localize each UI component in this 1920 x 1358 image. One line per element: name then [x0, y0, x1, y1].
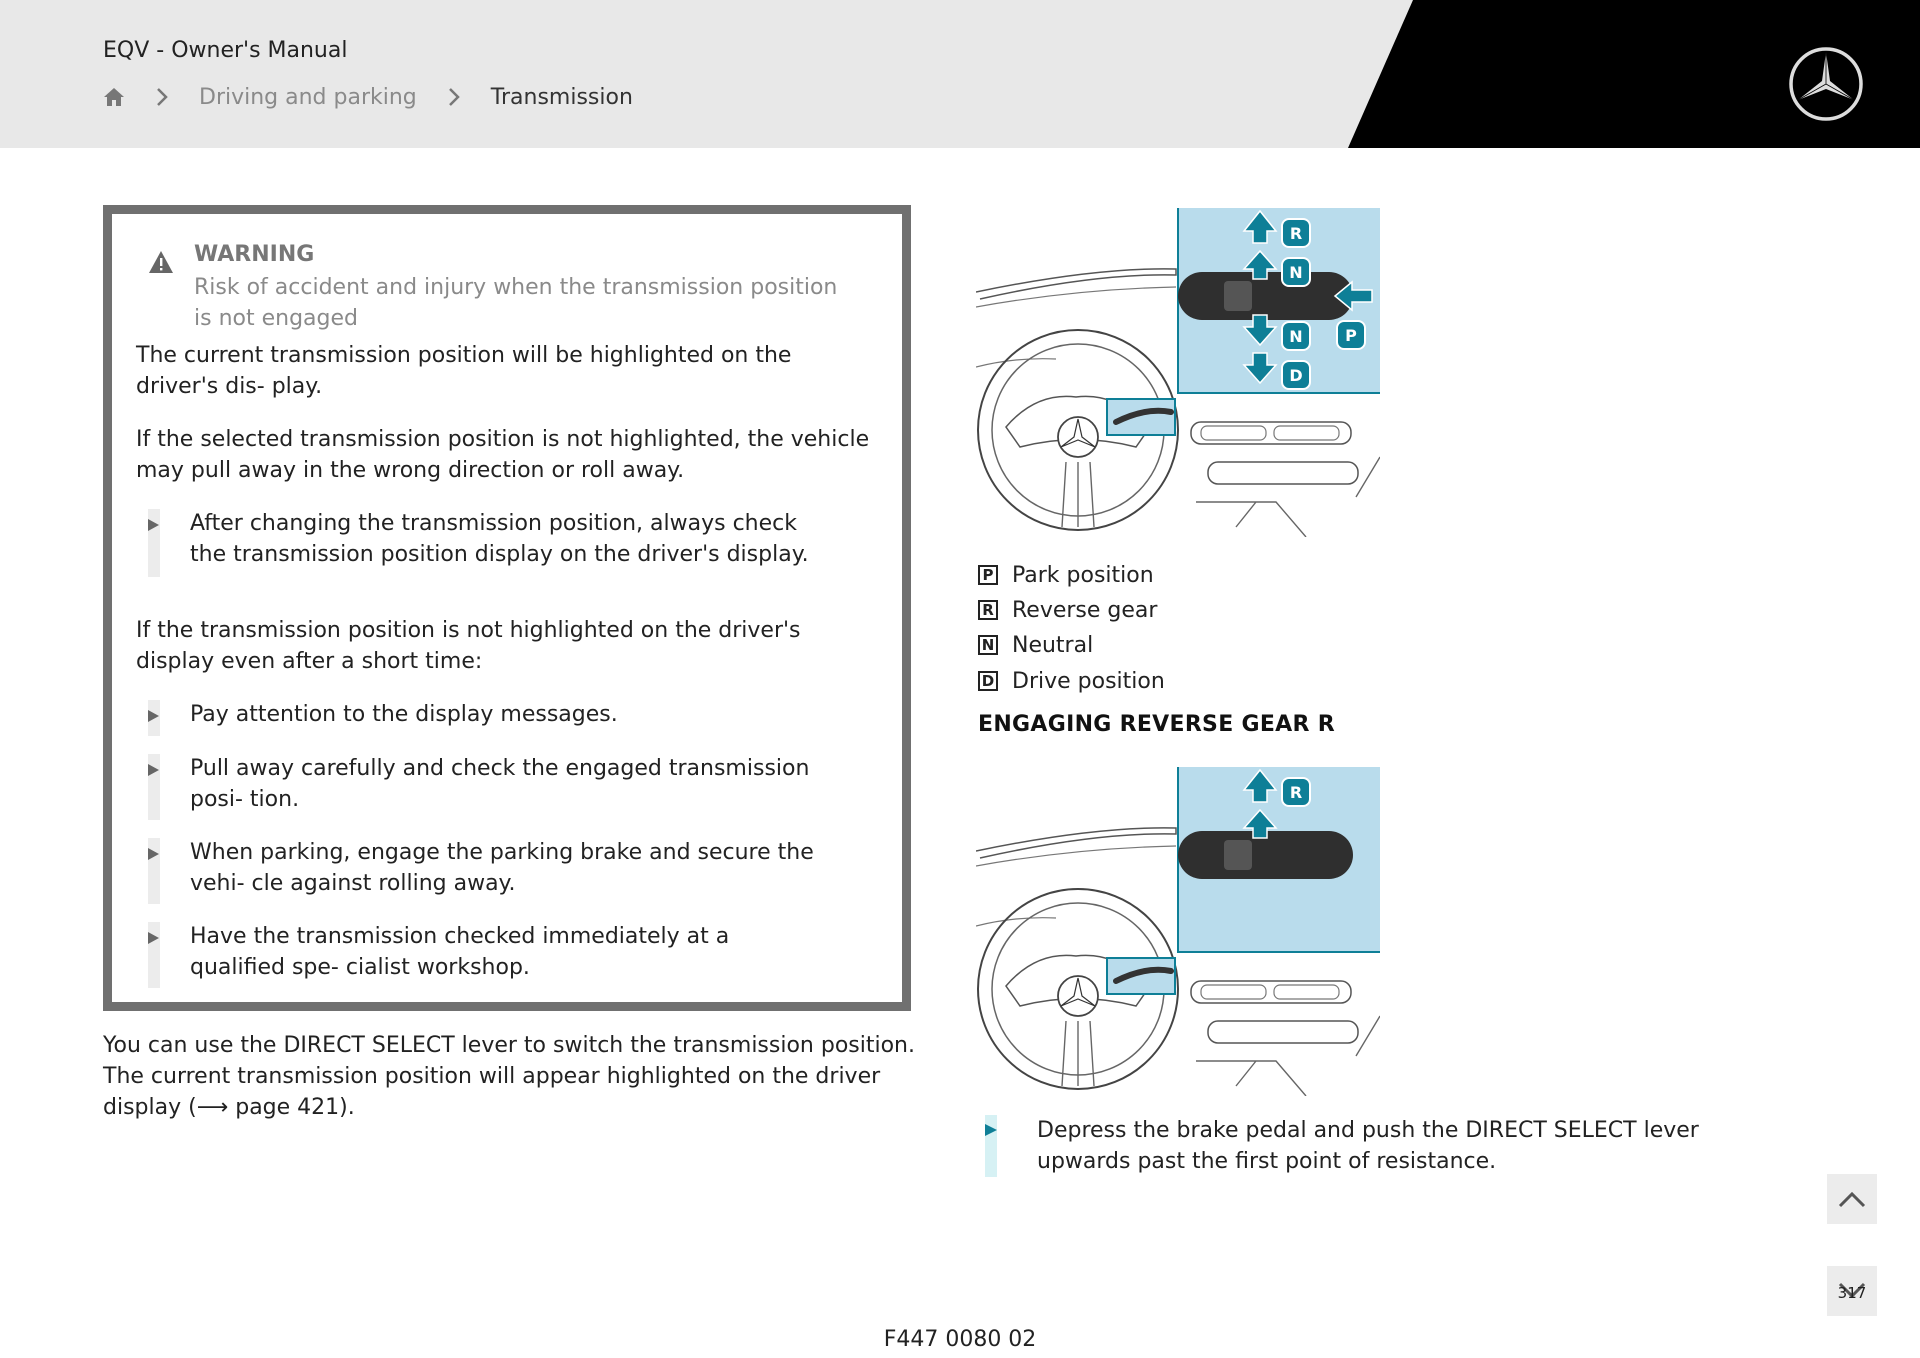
figure-label: R [1289, 783, 1303, 802]
breadcrumb-driving-and-parking[interactable]: Driving and parking [199, 84, 417, 110]
legend-item [978, 595, 1157, 625]
warning-paragraph: The current transmission position will be highlighted on the driver's dis- play. [136, 343, 792, 399]
bullet-arrow-icon [148, 764, 159, 776]
breadcrumb-transmission: Transmission [490, 84, 633, 110]
legend-label: Park position [1012, 562, 1154, 588]
manual-title: EQV - Owner's Manual [103, 38, 348, 63]
chevron-right-icon [447, 86, 461, 108]
page-number: 317 [1837, 1284, 1867, 1302]
list-item: Pay attention to the display messages. [190, 702, 618, 727]
legend-label: Drive position [1012, 668, 1165, 694]
direct-select-lever-illustration [976, 207, 1380, 537]
legend-label: Reverse gear [1012, 597, 1158, 623]
warning-triangle-icon [148, 250, 174, 274]
list-item: Pull away carefully and check the engaged transmission posi- tion. [190, 756, 810, 812]
intro-paragraph: You can use the DIRECT SELECT lever to switch the transmission position. The current transmission position will appear highlighted on the driver display (⟶ page 421). [103, 1033, 915, 1120]
section-heading: ENGAGING REVERSE GEAR R [978, 712, 1335, 737]
chevron-right-icon [155, 86, 169, 108]
legend-item [978, 560, 1154, 590]
warning-paragraph: If the selected transmission position is not highlighted, the vehicle may pull away in the wrong direction or roll away. [136, 427, 870, 483]
chevron-up-icon [1837, 1189, 1867, 1209]
step-instruction: Depress the brake pedal and push the DIRECT SELECT lever upwards past the first point of resistance. [1037, 1118, 1699, 1174]
breadcrumb [103, 82, 633, 112]
bullet-arrow-icon [148, 932, 159, 944]
list-item: Have the transmission checked immediately at a qualified spe- cialist workshop. [190, 924, 730, 980]
legend-key: P [978, 565, 998, 585]
figure-label: N [1289, 327, 1303, 346]
figure-code: F447 0080 02 [883, 1327, 1037, 1352]
home-icon[interactable] [103, 86, 125, 108]
scroll-up-button[interactable] [1827, 1174, 1877, 1224]
figure-label: R [1289, 224, 1303, 243]
bullet-arrow-icon [148, 710, 159, 722]
warning-box [103, 205, 911, 1011]
step-arrow-icon [985, 1124, 997, 1136]
warning-subtitle: Risk of accident and injury when the transmission position is not engaged [194, 275, 838, 331]
warning-title: WARNING [194, 242, 315, 267]
list-item: When parking, engage the parking brake and secure the vehi- cle against rolling away. [190, 840, 814, 896]
figure-label: P [1345, 326, 1357, 345]
list-item: After changing the transmission position, always check the transmission position display on the driver's display. [190, 511, 809, 567]
warning-paragraph: If the transmission position is not highlighted on the driver's display even after a short time: [136, 618, 801, 674]
reverse-gear-illustration [976, 766, 1380, 1096]
legend-key: R [978, 600, 998, 620]
bullet-arrow-icon [148, 848, 159, 860]
legend-item [978, 666, 1165, 696]
figure-label: D [1289, 366, 1303, 385]
legend-label: Neutral [1012, 632, 1094, 658]
legend-key: N [978, 635, 998, 655]
mercedes-star-logo [1787, 45, 1865, 123]
figure-label: N [1289, 263, 1303, 282]
legend-key: D [978, 671, 998, 691]
bullet-arrow-icon [148, 519, 159, 531]
legend-item [978, 630, 1093, 660]
